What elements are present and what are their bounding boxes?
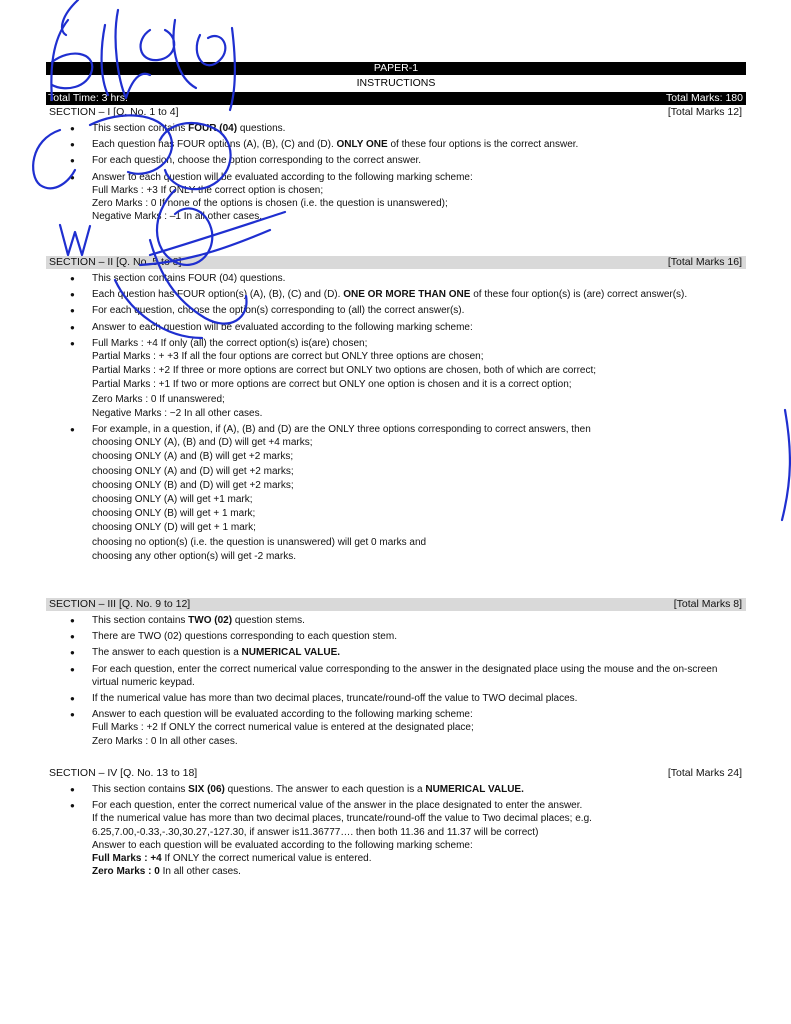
list-item: ● This section contains TWO (02) question stems.: [70, 614, 742, 627]
total-marks: Total Marks: 180: [665, 92, 743, 104]
list-item: ● For each question, choose the option corresponding to the correct answer.: [70, 154, 742, 167]
section-2-header: [46, 256, 746, 269]
marking-line: Answer to each question will be evaluated according to the following marking scheme:: [92, 839, 473, 851]
list-item: ● If the numerical value has more than two decimal places, truncate/round-off the value to TWO decimal places.: [70, 692, 742, 705]
section-2-title: SECTION – II [Q. No. 5 to 8]: [49, 256, 182, 268]
section-1-title: SECTION – I [Q. No. 1 to 4]: [49, 106, 179, 118]
marking-line: Full Marks : +4 If ONLY the correct numerical value is entered.: [92, 853, 372, 865]
section-4-marks: [Total Marks 24]: [667, 767, 742, 779]
section-2-list: [70, 272, 742, 563]
example-line: choosing ONLY (D) will get + 1 mark;: [92, 522, 256, 534]
example-line: choosing ONLY (A) and (D) will get +2 marks;: [92, 465, 294, 477]
example-line: choosing ONLY (B) will get + 1 mark;: [92, 508, 256, 520]
marking-line: Zero Marks : 0 If unanswered;: [92, 393, 225, 405]
list-item: ● For each question, enter the correct numerical value corresponding to the answer in the designated place using the mouse and the on-screen virtual numeric keypad.: [70, 663, 742, 689]
list-item: ● Answer to each question will be evaluated according to the following marking scheme:: [70, 708, 742, 721]
list-item: ● Answer to each question will be evaluated according to the following marking scheme:: [70, 321, 742, 334]
ink-scribble: [62, 0, 78, 35]
total-time: Total Time: 3 hrs.: [48, 92, 128, 104]
ink-scribble: [60, 225, 90, 255]
list-item: ● Each question has FOUR option(s) (A), (B), (C) and (D). ONE OR MORE THAN ONE of these four option(s) is (are) correct answer(s).: [70, 288, 742, 301]
list-item: ● For each question, enter the correct numerical value of the answer in the place designated to enter the answer.: [70, 799, 742, 812]
section-1-header: [46, 106, 746, 119]
list-item: ● There are TWO (02) questions corresponding to each question stem.: [70, 630, 742, 643]
section-4-title: SECTION – IV [Q. No. 13 to 18]: [49, 767, 198, 779]
marking-line: Partial Marks : + +3 If all the four options are correct but ONLY three options are chosen;: [92, 351, 484, 363]
instructions-bar: [46, 77, 746, 90]
section-3-title: SECTION – III [Q. No. 9 to 12]: [49, 598, 191, 610]
list-item: ● This section contains SIX (06) questions. The answer to each question is a NUMERICAL VALUE.: [70, 783, 742, 796]
list-item: ● For example, in a question, if (A), (B) and (D) are the ONLY three options corresponding to correct answers, then: [70, 423, 742, 436]
section-4-list: [70, 783, 742, 878]
marking-line: Zero Marks : 0 In all other cases.: [92, 866, 241, 878]
example-line: choosing ONLY (A) and (B) will get +2 marks;: [92, 451, 294, 463]
example-line: choosing ONLY (B) and (D) will get +2 marks;: [92, 479, 294, 491]
marking-line: Full Marks : +3 If ONLY the correct option is chosen;: [92, 184, 324, 196]
list-item: ● For each question, choose the option(s) corresponding to (all) the correct answer(s).: [70, 304, 742, 317]
section-1-list: [70, 122, 742, 223]
list-item: ● Each question has FOUR options (A), (B), (C) and (D). ONLY ONE of these four options is the correct answer.: [70, 138, 742, 151]
list-item: ● Full Marks : +4 If only (all) the correct option(s) is(are) chosen;: [70, 337, 742, 350]
marking-line: Full Marks : +2 If ONLY the correct numerical value is entered at the designated place;: [92, 722, 474, 734]
marking-line: Zero Marks : 0 If none of the options is chosen (i.e. the question is unanswered);: [92, 198, 448, 210]
ink-scribble: [782, 410, 790, 520]
list-item: ● This section contains FOUR (04) questions.: [70, 272, 742, 285]
marking-line: Partial Marks : +2 If three or more options are correct but ONLY two options are chosen, both of which are correct;: [92, 365, 597, 377]
section-3-header: [46, 598, 746, 611]
section-2-marks: [Total Marks 16]: [667, 256, 742, 268]
marking-line: Negative Marks : −2 In all other cases.: [92, 407, 263, 419]
time-marks-bar: [46, 92, 746, 105]
section-1-marks: [Total Marks 12]: [667, 106, 742, 118]
section-3-list: [70, 614, 742, 748]
instructions-title: INSTRUCTIONS: [356, 77, 436, 89]
marking-line: Partial Marks : +1 If two or more options are correct but ONLY one option is chosen and it is a correct option;: [92, 379, 572, 391]
marking-line: Zero Marks : 0 In all other cases.: [92, 735, 238, 747]
section-3-marks: [Total Marks 8]: [673, 598, 742, 610]
example-line: choosing ONLY (A) will get +1 mark;: [92, 494, 253, 506]
marking-line: Negative Marks : –1 In all other cases.: [92, 211, 263, 223]
paper-bar: [46, 62, 746, 75]
paper-title: PAPER-1: [373, 62, 419, 74]
list-item: ● The answer to each question is a NUMERICAL VALUE.: [70, 646, 742, 659]
example-line: choosing ONLY (A), (B) and (D) will get +4 marks;: [92, 437, 313, 449]
marking-line: If the numerical value has more than two decimal places, truncate/round-off the value to Two decimal places; e.g.: [92, 813, 592, 825]
marking-line: 6.25,7.00,-0.33,-.30,30.27,-127.30, if answer is11.36777…. then both 11.36 and 11.37 will be correct): [92, 826, 539, 838]
list-item: ● This section contains FOUR (04) questions.: [70, 122, 742, 135]
ink-scribble: [33, 130, 75, 188]
example-line: choosing any other option(s) will get -2 marks.: [92, 550, 296, 562]
example-line: choosing no option(s) (i.e. the question is unanswered) will get 0 marks and: [92, 536, 427, 548]
section-4-header: [46, 767, 746, 780]
list-item: ● Answer to each question will be evaluated according to the following marking scheme:: [70, 171, 742, 184]
